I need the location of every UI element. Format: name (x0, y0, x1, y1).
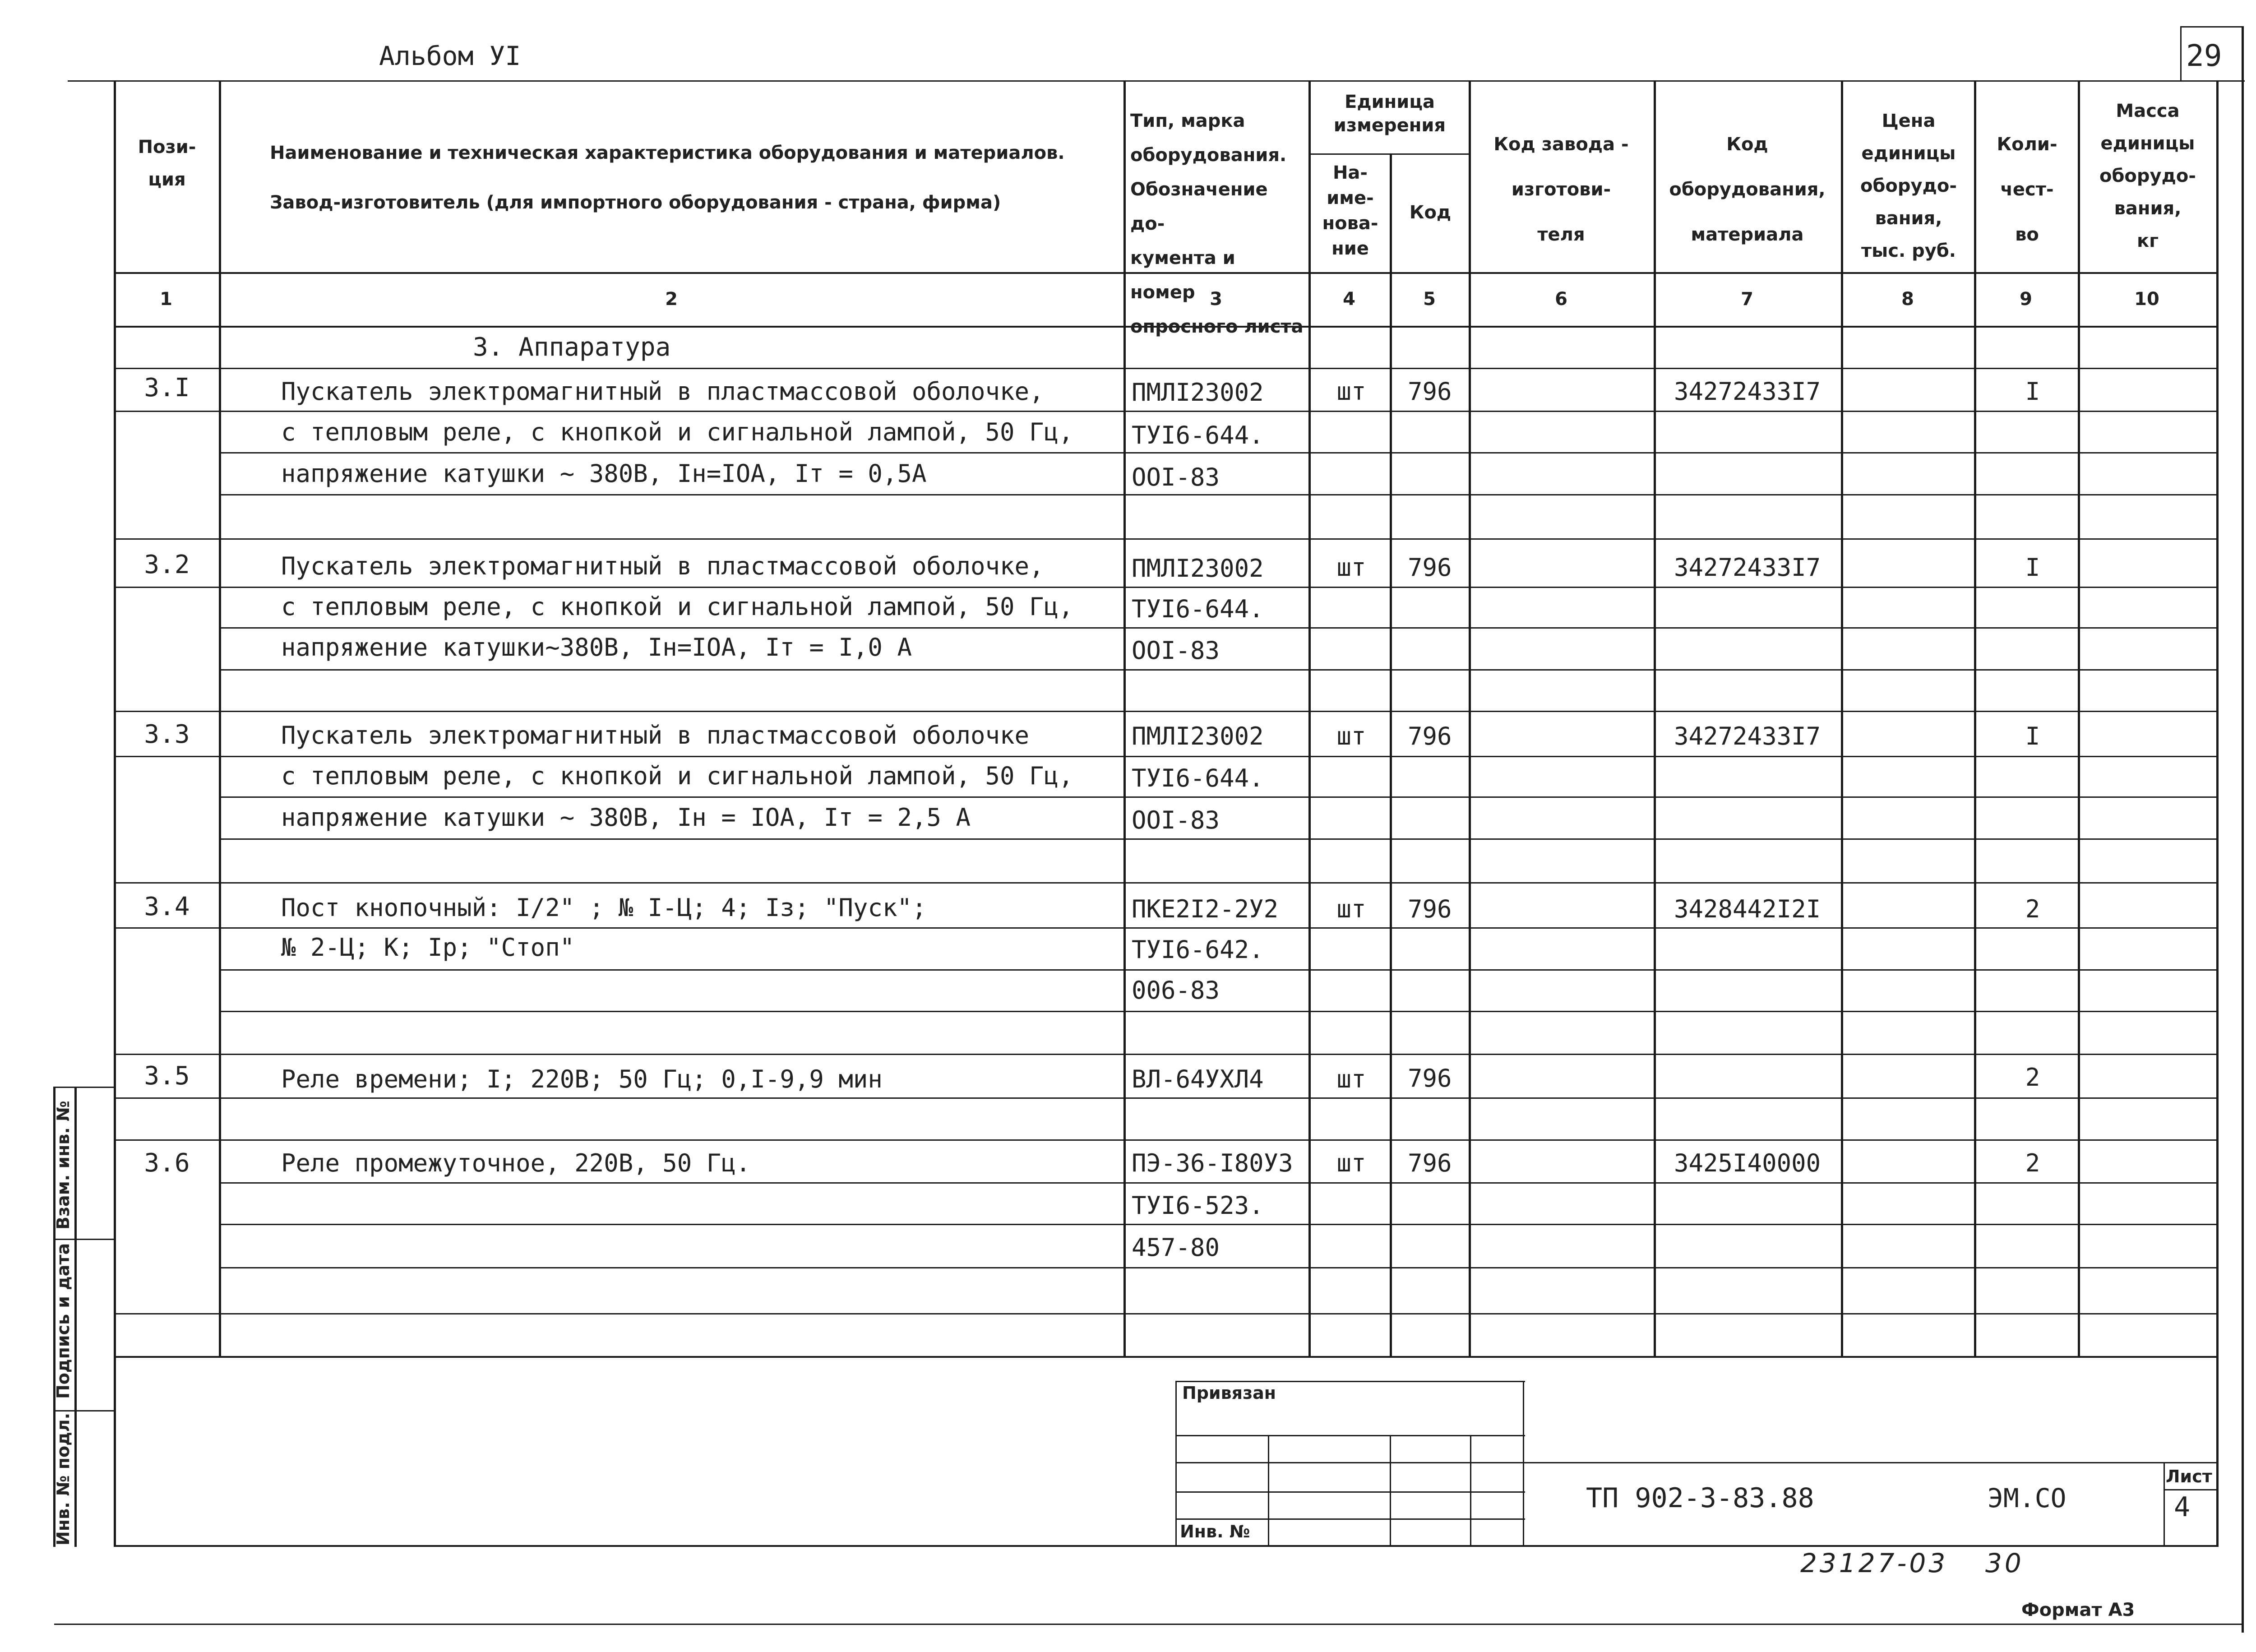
col-number: 1 (160, 289, 172, 310)
row-unit-code: 796 (1408, 377, 1452, 406)
row-pos: 3.6 (144, 1148, 190, 1178)
stamp-doc-code: ТП 902-3-83.88 (1586, 1482, 1814, 1514)
header-qty-line: во (2015, 224, 2039, 245)
stamp-box-col (1470, 1435, 1471, 1546)
row-unit-code: 796 (1408, 1064, 1452, 1092)
row-type: ТУI6-642. (1132, 935, 1264, 964)
header-mass (2080, 95, 2215, 257)
row-type: 457-80 (1132, 1233, 1220, 1262)
row-line (219, 494, 2216, 495)
row-line (219, 1011, 2216, 1012)
row-line (219, 452, 2216, 453)
header-price (1843, 105, 1974, 267)
header-mass-line: вания, (2114, 198, 2182, 219)
stamp-title-top (1523, 1462, 2218, 1463)
row-line (219, 627, 2216, 629)
header-plant-code (1471, 122, 1651, 257)
stamp-box-line (1175, 1462, 1525, 1463)
row-line (114, 756, 2216, 757)
header-type-line: Обозначение до- (1130, 179, 1268, 234)
col-number: 2 (665, 289, 678, 310)
bottom-rule (54, 1624, 2242, 1625)
frame-top (68, 80, 2245, 82)
header-price-line: единицы (1861, 143, 1956, 164)
sheet-box-line (2164, 1489, 2218, 1490)
row-name: с тепловым реле, с кнопкой и сигнальной лампой, 50 Гц, (281, 418, 1073, 446)
row-pos: 3.2 (144, 550, 190, 579)
page-number-top (2180, 26, 2243, 28)
row-type: ТУI6-644. (1132, 595, 1264, 623)
row-line (114, 1054, 2216, 1055)
row-unit: шт (1336, 722, 1366, 750)
header-name-line: Завод-изготовитель (для импортного оборудования - страна, фирма) (270, 192, 1001, 213)
row-name: с тепловым реле, с кнопкой и сигнальной лампой, 50 Гц, (281, 592, 1073, 621)
col-line-8 (1974, 80, 1976, 1357)
header-plant-code-line: Код завода - (1493, 134, 1629, 155)
frame-right (2242, 26, 2244, 1633)
col-number: 8 (1901, 289, 1914, 310)
side-strip-line (53, 1087, 115, 1088)
header-mass-line: Масса (2116, 101, 2180, 121)
row-pos: 3.3 (144, 720, 190, 749)
row-name: Пускатель электромагнитный в пластмассовой оболочке (281, 721, 1030, 750)
header-price-line: тыс. руб. (1861, 241, 1956, 261)
row-line (114, 587, 2216, 588)
row-unit: шт (1336, 553, 1366, 582)
row-qty: 2 (2025, 1149, 2040, 1177)
row-name: № 2-Ц; К; Iр; "Стоп" (281, 933, 575, 962)
row-name: Пост кнопочный: I/2" ; № I-Ц; 4; Iз; "Пуск"; (281, 893, 927, 922)
stamp-box-left (1175, 1381, 1177, 1546)
header-unit-name-line: нова- (1322, 213, 1378, 234)
row-name: Пускатель электромагнитный в пластмассовой оболочке, (281, 552, 1044, 580)
row-line (114, 1313, 2216, 1314)
row-line (219, 1182, 2216, 1184)
row-pos: 3.5 (144, 1061, 190, 1091)
header-price-line: вания, (1875, 208, 1942, 229)
row-code: 34272433I7 (1674, 722, 1821, 750)
row-qty: I (2025, 553, 2040, 582)
header-mass-line: единицы (2100, 133, 2195, 154)
row-line (219, 796, 2216, 798)
col-line-4 (1390, 153, 1392, 1357)
header-plant-code-line: изготови- (1511, 179, 1611, 200)
col-line-2 (1123, 80, 1126, 1357)
header-equip-code (1656, 122, 1839, 257)
bottom-page: 30 (1985, 1548, 2024, 1578)
col-number: 10 (2134, 289, 2159, 310)
col-line-9 (2078, 80, 2080, 1357)
header-plant-code-line: теля (1537, 224, 1585, 245)
row-line (114, 1097, 2216, 1099)
row-name: Реле времени; I; 220В; 50 Гц; 0,I-9,9 мин (281, 1065, 883, 1093)
col-number: 3 (1210, 289, 1222, 310)
row-unit-code: 796 (1408, 722, 1452, 750)
row-type: ПКЕ2I2-2У2 (1132, 895, 1279, 923)
row-type: OOI-83 (1132, 806, 1220, 834)
row-type: ТУI6-644. (1132, 421, 1264, 449)
table-bottom (114, 1356, 2216, 1358)
col-line-5 (1469, 80, 1471, 1357)
row-line (114, 538, 2216, 540)
col-number: 6 (1555, 289, 1567, 310)
header-unit-name-line: име- (1327, 188, 1374, 208)
header-equip-code-line: Код (1726, 134, 1768, 155)
stamp-sheet-label: Лист (2166, 1467, 2212, 1486)
header-type-line: опросного листа (1130, 316, 1304, 337)
table-left (114, 80, 116, 1547)
header-unit-name (1311, 160, 1390, 261)
row-line (219, 1224, 2216, 1225)
stamp-privyazan: Привязан (1182, 1383, 1276, 1403)
col-number: 9 (2020, 289, 2032, 310)
col-number: 7 (1741, 289, 1753, 310)
table-right (2216, 80, 2219, 1547)
header-unit: Единица измерения (1333, 92, 1446, 136)
row-type: OOI-83 (1132, 463, 1220, 491)
row-line (114, 1139, 2216, 1141)
row-pos: 3.I (144, 373, 190, 403)
col-line-1 (219, 80, 221, 1357)
row-type: ПМЛI23002 (1132, 378, 1264, 407)
header-pos-line: Пози- (138, 137, 196, 157)
unit-split (1308, 153, 1469, 155)
stamp-box-top (1175, 1381, 1525, 1382)
header-unit-code: Код (1409, 202, 1452, 223)
header-name (270, 128, 1118, 227)
row-name: напряжение катушки ~ 380В, Iн=IOA, Iт = 0,5А (281, 459, 927, 488)
row-name: Реле промежуточное, 220В, 50 Гц. (281, 1149, 751, 1177)
side-label-podp: Подпись и дата (53, 1243, 73, 1399)
stamp-sheet-no: 4 (2174, 1491, 2191, 1523)
format-label: Формат А3 (2021, 1600, 2135, 1620)
header-type-line: кумента и номер (1130, 248, 1235, 303)
stamp-box-col (1268, 1435, 1269, 1546)
header-type-line: Тип, марка (1130, 111, 1245, 131)
row-pos: 3.4 (144, 892, 190, 921)
row-line (114, 368, 2216, 369)
row-unit-code: 796 (1408, 553, 1452, 582)
stamp-doc-mark: ЭМ.СО (1988, 1483, 2066, 1513)
side-strip-line (53, 1239, 115, 1240)
row-type: OOI-83 (1132, 636, 1220, 665)
row-code: 3425I40000 (1674, 1149, 1821, 1177)
row-code: 34272433I7 (1674, 553, 1821, 582)
side-label-vzam: Взам. инв. № (53, 1101, 73, 1230)
row-name: Пускатель электромагнитный в пластмассовой оболочке, (281, 377, 1044, 406)
header-qty (1976, 122, 2078, 257)
row-line (114, 927, 2216, 929)
section-title: 3. Аппаратура (473, 333, 671, 362)
side-strip-line (53, 1410, 115, 1411)
row-unit-code: 796 (1408, 895, 1452, 923)
row-unit: шт (1336, 377, 1366, 406)
row-unit: шт (1336, 1149, 1366, 1177)
header-name-line: Наименование и техническая характеристика оборудования и материалов. (270, 143, 1065, 163)
stamp-box-col (1390, 1435, 1391, 1546)
header-equip-code-line: оборудования, (1669, 179, 1826, 200)
bottom-code: 23127-03 (1800, 1548, 1948, 1578)
page-number: 29 (2186, 38, 2222, 73)
row-line (219, 969, 2216, 971)
header-pos-line: ция (148, 169, 186, 190)
row-qty: I (2025, 722, 2040, 750)
row-type: ТУI6-644. (1132, 764, 1264, 792)
header-price-line: оборудо- (1860, 176, 1957, 196)
header-qty-line: чест- (2000, 179, 2054, 200)
row-qty: 2 (2025, 1063, 2040, 1092)
row-type: ВЛ-64УХЛ4 (1132, 1065, 1264, 1093)
row-type: ПЭ-36-I80У3 (1132, 1149, 1293, 1177)
row-line (114, 882, 2216, 884)
row-code: 3428442I2I (1674, 895, 1821, 923)
row-name: напряжение катушки ~ 380В, Iн = IOA, Iт = 2,5 А (281, 803, 971, 832)
col-number: 4 (1343, 289, 1355, 310)
row-type: ТУI6-523. (1132, 1191, 1264, 1220)
stamp-box-line (1175, 1491, 1525, 1493)
row-line (219, 838, 2216, 840)
row-line (114, 711, 2216, 712)
header-mass-line: кг (2136, 231, 2159, 251)
row-code: 34272433I7 (1674, 377, 1821, 406)
row-unit: шт (1336, 895, 1366, 923)
row-qty: I (2025, 377, 2040, 406)
row-unit: шт (1336, 1065, 1366, 1093)
row-type: ПМЛI23002 (1132, 554, 1264, 583)
col-number: 5 (1423, 289, 1436, 310)
header-pos (117, 131, 217, 196)
header-equip-code-line: материала (1691, 224, 1804, 245)
header-unit-name-line: На- (1332, 162, 1368, 183)
row-name: с тепловым реле, с кнопкой и сигнальной лампой, 50 Гц, (281, 762, 1073, 790)
row-line (114, 411, 2216, 412)
page-number-left (2180, 26, 2182, 81)
row-unit-code: 796 (1408, 1149, 1452, 1177)
row-line (219, 1267, 2216, 1268)
sheet-box-left (2164, 1462, 2165, 1546)
header-mass-line: оборудо- (2099, 166, 2196, 186)
col-line-7 (1841, 80, 1843, 1357)
header-qty-line: Коли- (1997, 134, 2057, 155)
stamp-box-line (1175, 1518, 1525, 1520)
side-label-inv: Инв. № подл. (53, 1412, 73, 1546)
header-unit-name-line: ние (1331, 238, 1369, 259)
header-price-line: Цена (1882, 111, 1936, 131)
stamp-inv-no: Инв. № (1180, 1522, 1250, 1541)
stamp-box-line (1175, 1435, 1525, 1436)
row-line (219, 669, 2216, 671)
header-type-line: оборудования. (1130, 145, 1287, 166)
col-line-3 (1308, 80, 1311, 1357)
row-type: ПМЛI23002 (1132, 722, 1264, 750)
row-qty: 2 (2025, 895, 2040, 923)
side-strip-mid (74, 1087, 77, 1547)
row-name: напряжение катушки~380В, Iн=IOA, Iт = I,0 А (281, 633, 912, 662)
row-type: 006-83 (1132, 976, 1220, 1004)
stamp-bottom (114, 1545, 2219, 1547)
col-line-6 (1654, 80, 1656, 1357)
album-title: Альбом УI (379, 41, 521, 71)
